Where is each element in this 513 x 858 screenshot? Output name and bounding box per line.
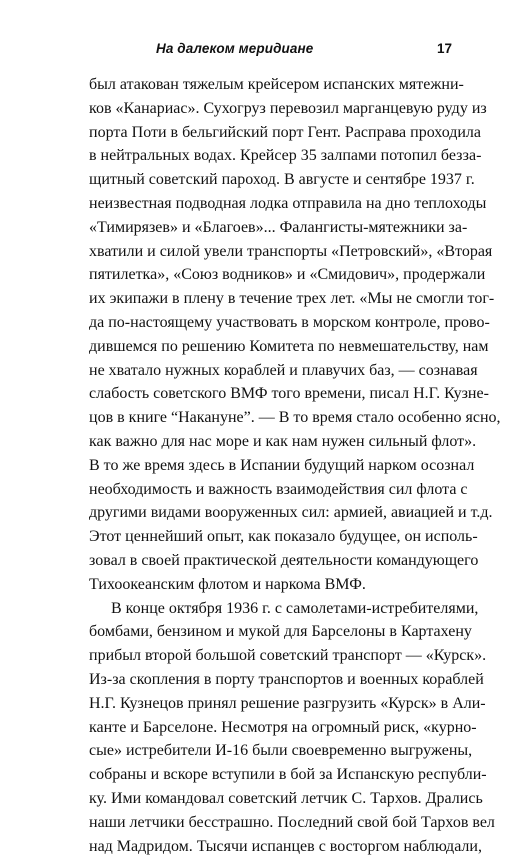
text-line: Этот ценнейший опыт, как показало будущее, он исполь- <box>89 525 462 549</box>
text-line: цов в книге “Накануне”. — В то время стало особенно ясно, <box>89 406 462 430</box>
text-line: канте и Барселоне. Несмотря на огромный риск, «курно- <box>89 716 462 740</box>
text-line: не хватало нужных кораблей и плавучих баз, — сознавая <box>89 359 462 383</box>
running-title: На далеком меридиане <box>156 38 313 60</box>
text-line: В то же время здесь в Испании будущий нарком осознал <box>89 454 462 478</box>
text-line: другими видами вооруженных сил: армией, авиацией и т.д. <box>89 501 462 525</box>
text-line: собраны и вскоре вступили в бой за Испанскую республи- <box>89 763 462 787</box>
text-line: Из-за скопления в порту транспортов и военных кораблей <box>89 668 462 692</box>
text-line: В конце октября 1936 г. с самолетами-истребителями, <box>89 597 462 621</box>
text-line: в нейтральных водах. Крейсер 35 залпами потопил безза- <box>89 144 462 168</box>
text-line: порта Поти в бельгийский порт Гент. Расправа проходила <box>89 121 462 145</box>
text-line: дившемся по решению Комитета по невмешательству, нам <box>89 335 462 359</box>
text-line: над Мадридом. Тысячи испанцев с восторгом наблюдали, <box>89 835 462 858</box>
paragraph <box>89 597 462 858</box>
text-line: бомбами, бензином и мукой для Барселоны в Картахену <box>89 620 462 644</box>
text-line: как важно для нас море и как нам нужен сильный флот». <box>89 430 462 454</box>
text-line: зовал в своей практической деятельности командующего <box>89 549 462 573</box>
text-line: слабость советского ВМФ того времени, писал Н.Г. Кузне- <box>89 382 462 406</box>
text-line: пятилетка», «Союз водников» и «Смидович», продержали <box>89 263 462 287</box>
text-line: был атакован тяжелым крейсером испанских мятежни- <box>89 73 462 97</box>
text-line: Н.Г. Кузнецов принял решение разгрузить «Курск» в Али- <box>89 692 462 716</box>
text-line: прибыл второй большой советский транспорт — «Курск». <box>89 644 462 668</box>
page-number: 17 <box>437 38 452 60</box>
text-line: их экипажи в плену в течение трех лет. «Мы не смогли тог- <box>89 287 462 311</box>
text-line: хватили и силой увели транспорты «Петровский», «Вторая <box>89 240 462 264</box>
running-header <box>0 38 513 60</box>
text-line: ку. Ими командовал советский летчик С. Тархов. Дрались <box>89 787 462 811</box>
paragraph <box>89 73 462 597</box>
text-line: неизвестная подводная лодка отправила на дно теплоходы <box>89 192 462 216</box>
text-line: сые» истребители И-16 были своевременно выгружены, <box>89 739 462 763</box>
text-line: «Тимирязев» и «Благоев»... Фалангисты-мятежники за- <box>89 216 462 240</box>
text-line: ков «Канариас». Сухогруз перевозил марганцевую руду из <box>89 97 462 121</box>
text-line: да по-настоящему участвовать в морском контроле, прово- <box>89 311 462 335</box>
text-line: Тихоокеанским флотом и наркома ВМФ. <box>89 573 462 597</box>
body-text <box>89 73 462 858</box>
text-line: необходимость и важность взаимодействия сил флота с <box>89 478 462 502</box>
text-line: наши летчики бесстрашно. Последний свой бой Тархов вел <box>89 811 462 835</box>
text-line: щитный советский пароход. В августе и сентябре 1937 г. <box>89 168 462 192</box>
